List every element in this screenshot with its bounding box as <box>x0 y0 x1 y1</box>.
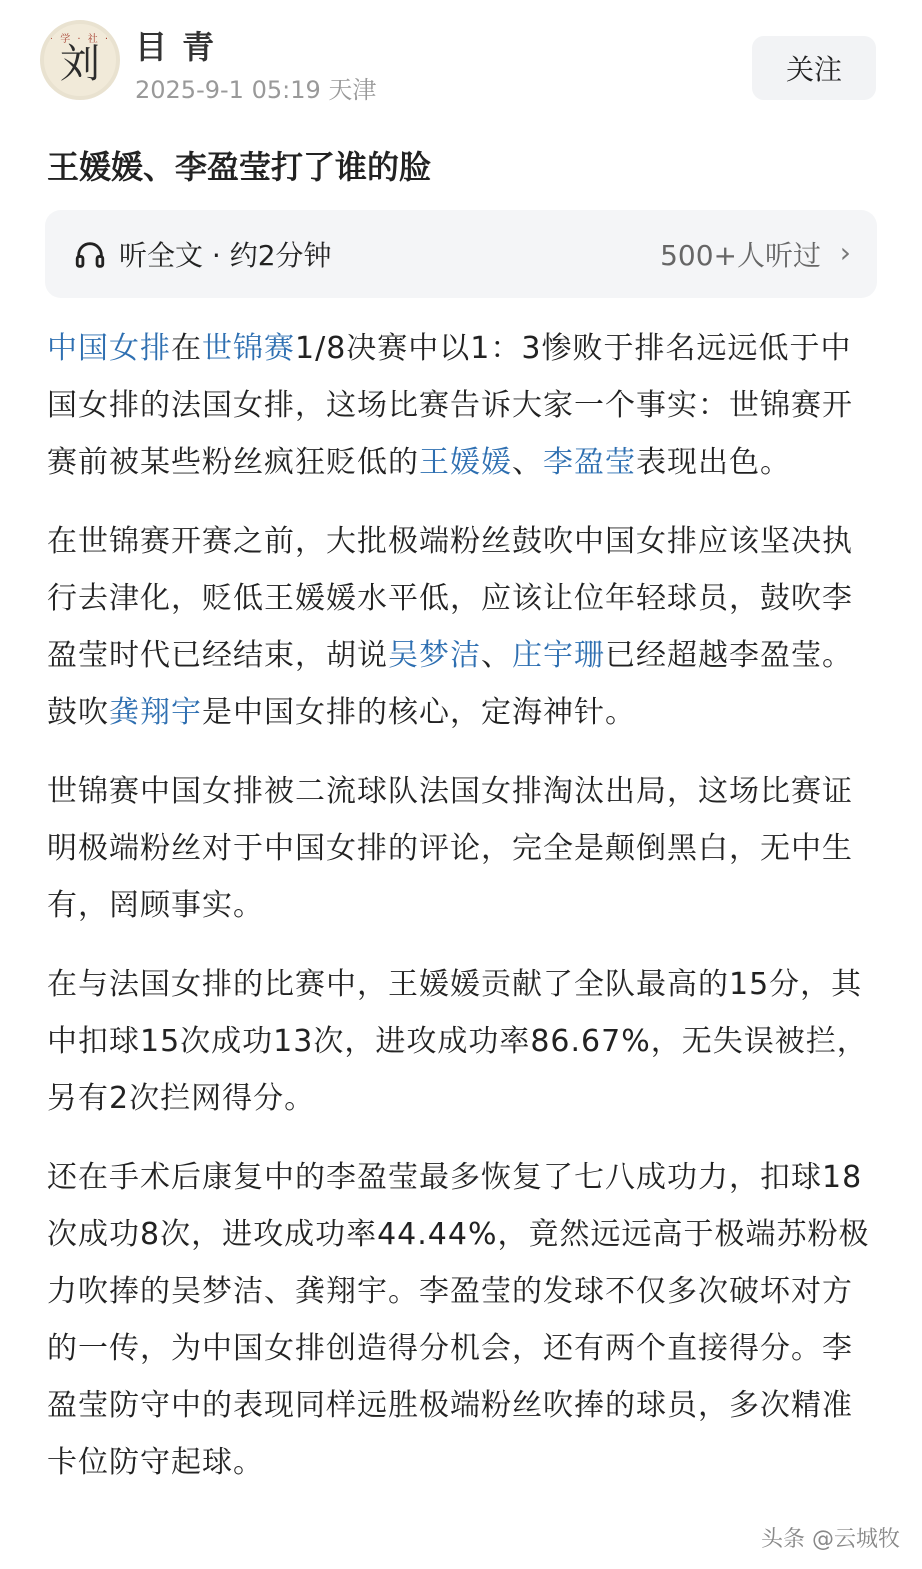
paragraph-text: 在 <box>171 331 202 366</box>
listen-full-text-bar[interactable] <box>45 210 877 298</box>
paragraph-text: 表现出色。 <box>636 445 791 480</box>
paragraph-text: 1/8决赛中以1：3惨败于排名远远低于中国女排的法国女排，这场比赛告诉大家一个事实：世锦赛开赛前被某些粉丝疯狂贬低的 <box>47 331 853 480</box>
article-paragraph <box>47 320 877 491</box>
paragraph-text: 是中国女排的核心，定海神针。 <box>202 695 636 730</box>
watermark: 头条 @云城牧 <box>761 1522 900 1553</box>
article-paragraph <box>47 513 877 741</box>
paragraph-text: 、 <box>481 638 512 673</box>
avatar-calligraphy: 刘 <box>60 40 100 87</box>
entity-link[interactable]: 中国女排 <box>47 331 171 366</box>
article-body <box>47 320 877 1513</box>
avatar[interactable] <box>40 20 120 100</box>
paragraph-text: 已经超越李盈莹。鼓吹 <box>47 638 853 730</box>
post-meta <box>135 70 376 105</box>
chevron-right-icon: › <box>839 236 851 269</box>
entity-link[interactable]: 龚翔宇 <box>109 695 202 730</box>
paragraph-text: 在世锦赛开赛之前，大批极端粉丝鼓吹中国女排应该坚决执行去津化，贬低王媛媛水平低，应该让位年轻球员，鼓吹李盈莹时代已经结束，胡说 <box>47 524 853 673</box>
post-date: 2025-9-1 <box>135 76 244 104</box>
headphones-icon <box>73 238 107 272</box>
paragraph-text: 还在手术后康复中的李盈莹最多恢复了七八成功力，扣球18次成功8次，进攻成功率44.44%，竟然远远高于极端苏粉极力吹捧的吴梦洁、龚翔宇。李盈莹的发球不仅多次破坏对方的一传，为中国女排创造得分机会，还有两个直接得分。李盈莹防守中的表现同样远胜极端粉丝吹捧的球员，多次精准卡位防守起球。 <box>47 1160 870 1480</box>
article-title: 王媛媛、李盈莹打了谁的脸 <box>47 148 432 186</box>
post-location: 天津 <box>328 76 377 104</box>
entity-link[interactable]: 世锦赛 <box>202 331 295 366</box>
article-paragraph <box>47 763 877 934</box>
follow-button[interactable]: 关注 <box>752 36 876 100</box>
listen-count: 500+人听过 <box>660 239 821 272</box>
avatar-seal-text: · 学 · 社 · <box>49 34 111 45</box>
article-paragraph <box>47 1149 877 1491</box>
article-paragraph <box>47 956 877 1127</box>
paragraph-text: 、 <box>512 445 543 480</box>
entity-link[interactable]: 王媛媛 <box>419 445 512 480</box>
post-header <box>0 0 922 130</box>
post-time: 05:19 <box>251 76 321 104</box>
entity-link[interactable]: 吴梦洁 <box>388 638 481 673</box>
listen-label: 听全文 · 约2分钟 <box>119 239 332 272</box>
entity-link[interactable]: 李盈莹 <box>543 445 636 480</box>
author-name[interactable]: 目 青 <box>135 28 217 66</box>
paragraph-text: 世锦赛中国女排被二流球队法国女排淘汰出局，这场比赛证明极端粉丝对于中国女排的评论，完全是颠倒黑白，无中生有，罔顾事实。 <box>47 774 853 923</box>
entity-link[interactable]: 庄宇珊 <box>512 638 605 673</box>
paragraph-text: 在与法国女排的比赛中，王媛媛贡献了全队最高的15分，其中扣球15次成功13次，进攻成功率86.67%，无失误被拦，另有2次拦网得分。 <box>47 967 868 1116</box>
